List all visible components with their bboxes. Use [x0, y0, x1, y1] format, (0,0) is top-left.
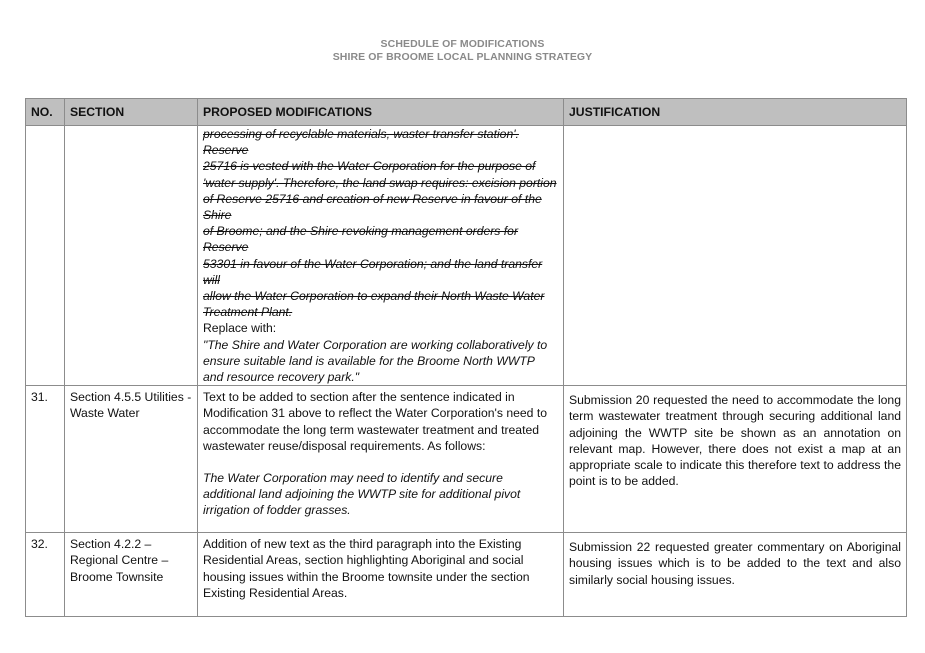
- header-title: SCHEDULE OF MODIFICATIONS: [380, 38, 545, 50]
- row-section: [65, 126, 198, 386]
- modification-text: Text to be added to section after the sentence indicated in Modification 31 above to reflect the Water Corporation's need to accommodate the long term wastewater treatment and treated wastewater reuse/disposal requirements. As follows:: [203, 390, 547, 453]
- table-row: [26, 533, 907, 617]
- paragraph-gap: [203, 454, 558, 470]
- table-header-row: [26, 99, 907, 126]
- struck-line: allow the Water Corporation to expand their North Waste Water: [203, 289, 545, 304]
- row-proposed-modification: [198, 386, 564, 533]
- struck-line: 'water supply'. Therefore, the land swap requires: excision portion: [203, 175, 557, 190]
- struck-line: 53301 in favour of the Water Corporation; and the land transfer will: [203, 256, 543, 287]
- row-justification: Submission 20 requested the need to accommodate the long term wastewater treatment through securing additional land adjoining the WWTP site be shown as an annotation on relevant map. However, there does not exist a map at an appropriate scale to indicate this therefore text to address the point is to be added.: [564, 386, 907, 533]
- row-number: 32.: [26, 533, 65, 617]
- row-section: Section 4.2.2 – Regional Centre – Broome Townsite: [65, 533, 198, 617]
- modifications-table: [25, 98, 907, 617]
- modification-italic-text: The Water Corporation may need to identify and secure additional land adjoining the WWTP site for additional pivot irrigation of fodder grasses.: [203, 471, 521, 518]
- row-justification: Submission 22 requested greater commentary on Aboriginal housing issues which is to be added to the text and also similarly social housing issues.: [564, 533, 907, 617]
- column-header-section: SECTION: [65, 99, 198, 126]
- row-justification: [564, 126, 907, 386]
- document-header: [0, 38, 925, 64]
- row-section: Section 4.5.5 Utilities - Waste Water: [65, 386, 198, 533]
- struck-line: of Reserve 25716 and creation of new Reserve in favour of the Shire: [203, 191, 542, 223]
- column-header-justification: JUSTIFICATION: [564, 99, 907, 126]
- struck-line: Treatment Plant.: [203, 305, 293, 320]
- row-number: 31.: [26, 386, 65, 533]
- replace-label: Replace with:: [203, 321, 277, 336]
- column-header-no: NO.: [26, 99, 65, 126]
- struck-line: 25716 is vested with the Water Corporation for the purpose of: [203, 159, 536, 174]
- column-header-proposed-modifications: PROPOSED MODIFICATIONS: [198, 99, 564, 126]
- row-proposed-modification: [198, 126, 564, 386]
- row-number: [26, 126, 65, 386]
- struck-line: of Broome; and the Shire revoking management orders for Reserve: [203, 224, 519, 255]
- row-proposed-modification: Addition of new text as the third paragraph into the Existing Residential Areas, section highlighting Aboriginal and social housing issues within the Broome townsite under the section Existing Residential Areas.: [198, 533, 564, 617]
- header-subtitle: SHIRE OF BROOME LOCAL PLANNING STRATEGY: [332, 51, 593, 63]
- table-row: [26, 126, 907, 386]
- table-row: [26, 386, 907, 533]
- struck-line: processing of recyclable materials, waster transfer station'. Reserve: [203, 127, 519, 158]
- replacement-text: "The Shire and Water Corporation are working collaboratively to ensure suitable land is available for the Broome North WWTP and resource recovery park.": [203, 337, 548, 385]
